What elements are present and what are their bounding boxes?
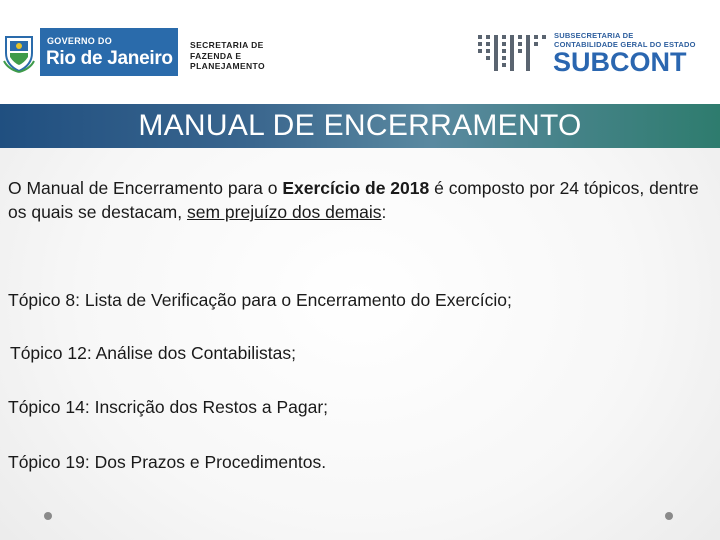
- intro-text: é composto por 24 tópicos, dentre os quais se destacam,: [8, 178, 699, 222]
- corner-dot-right: [665, 512, 673, 520]
- header: [0, 0, 720, 104]
- secretaria-line: FAZENDA E: [190, 50, 242, 61]
- topic-item: Tópico 19: Dos Prazos e Procedimentos.: [8, 452, 327, 472]
- rj-crest-icon: [2, 31, 36, 73]
- rj-logo-line2: Rio de Janeiro: [46, 48, 173, 69]
- governo-rj-logo: [0, 27, 178, 77]
- subcont-line2: CONTABILIDADE GERAL DO ESTADO: [554, 39, 696, 49]
- rj-logo-line1: GOVERNO DO: [47, 36, 113, 46]
- secretaria-line: SECRETARIA DE: [190, 40, 264, 50]
- subcont-line1: SUBSECRETARIA DE: [554, 31, 634, 40]
- topic-item: Tópico 12: Análise dos Contabilistas;: [10, 343, 296, 363]
- intro-underlined: sem prejuízo dos demais: [186, 202, 382, 222]
- subcont-mark-icon: [476, 31, 548, 75]
- intro-bold: Exercício de 2018: [282, 178, 430, 198]
- intro-text: O Manual de Encerramento para o: [8, 178, 283, 198]
- topic-item: Tópico 14: Inscrição dos Restos a Pagar;: [8, 397, 329, 417]
- rj-logo-box: [40, 28, 178, 76]
- page-title: MANUAL DE ENCERRAMENTO: [138, 109, 582, 142]
- topic-item: Tópico 8: Lista de Verificação para o Encerramento do Exercício;: [8, 290, 512, 310]
- intro-text: :: [381, 202, 387, 222]
- subcont-logo: [476, 28, 720, 78]
- intro-paragraph: [8, 176, 714, 224]
- corner-dot-left: [44, 512, 52, 520]
- secretaria-logo-text: [190, 40, 280, 72]
- secretaria-line: PLANEJAMENTO: [190, 61, 266, 71]
- subcont-name: SUBCONT: [553, 47, 687, 77]
